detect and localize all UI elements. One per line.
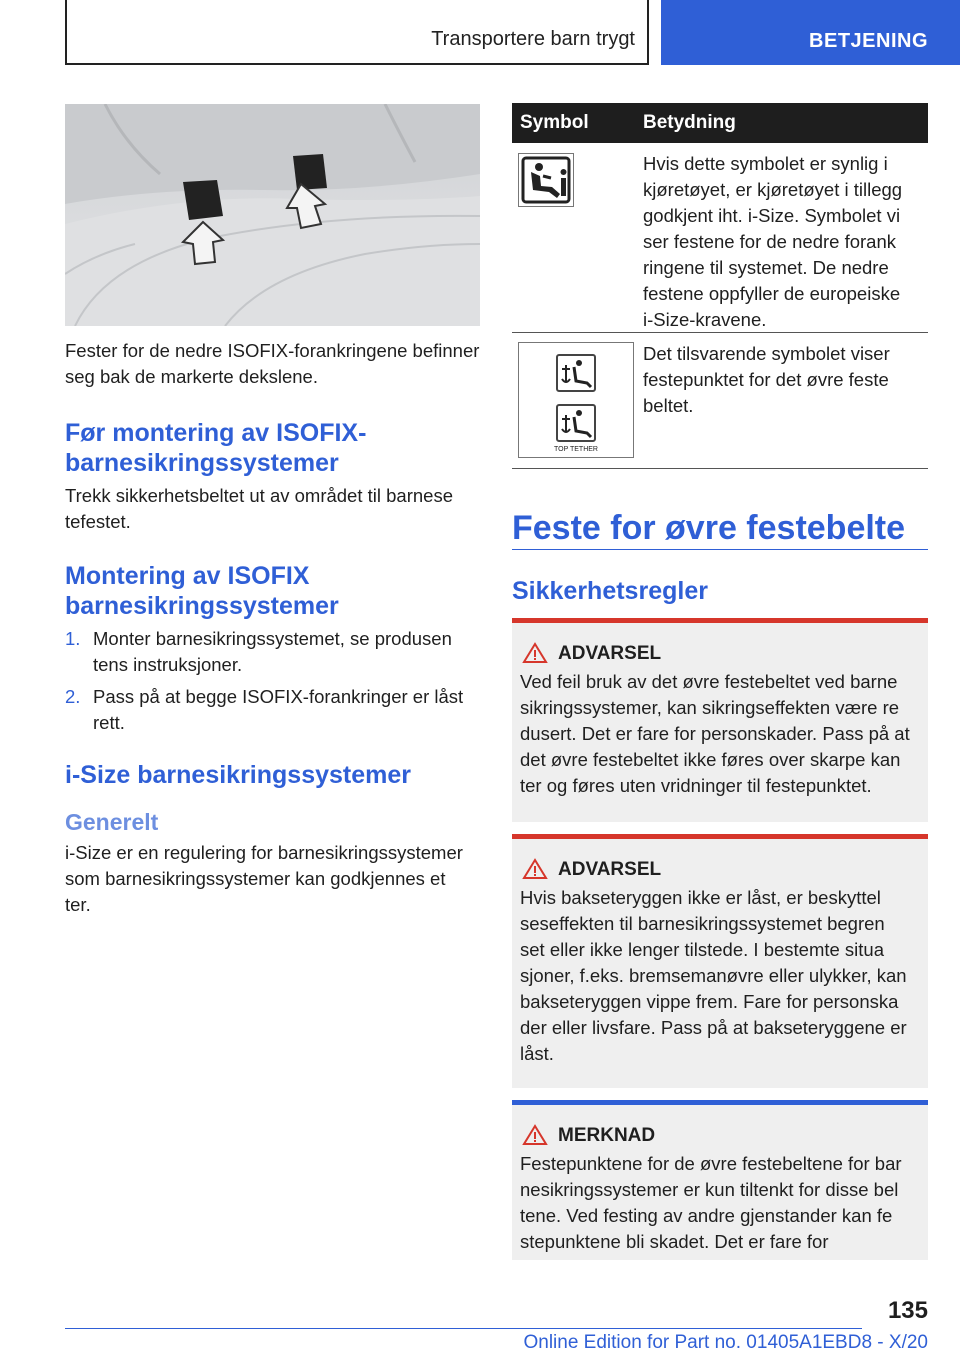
note-triangle-icon	[522, 1124, 548, 1146]
row2-line: beltet.	[643, 395, 694, 416]
warning-text	[512, 661, 928, 811]
step-item	[65, 626, 480, 678]
heading-upper-tether: Feste for øvre festebelte	[512, 509, 906, 547]
note-box	[512, 1100, 928, 1260]
warning-line: det øvre festebeltet ikke føres over skarpe kan	[520, 749, 901, 770]
table-row	[512, 333, 928, 469]
row1-line: i-Size-kravene.	[643, 309, 767, 330]
heading-underline	[512, 549, 928, 550]
table-row	[512, 143, 928, 333]
anchor-child-seat-icon	[557, 355, 595, 391]
warning-title: ADVARSEL	[558, 643, 662, 664]
warning-line: ter og føres uten vridninger til festepunktet.	[520, 775, 872, 796]
warning-line: sikringssystemer, kan sikringseffekten være re	[520, 697, 900, 718]
row2-line: Det tilsvarende symbolet viser	[643, 343, 890, 364]
heading-before-mounting-line2: barnesikringssystemer	[65, 449, 339, 477]
heading-mounting	[65, 561, 480, 621]
footer-edition: Online Edition for Part no. 01405A1EBD8 - X/20	[523, 1332, 928, 1353]
warning-triangle-icon	[522, 858, 548, 880]
col-meaning-header: Betydning	[643, 112, 736, 133]
chapter-tab-label: BETJENING	[809, 30, 928, 52]
heading-isize: i-Size barnesikringssystemer	[65, 761, 411, 789]
warning-header	[512, 623, 928, 664]
row1-line: Hvis dette symbolet er synlig i	[643, 153, 888, 174]
isize-child-seat-icon	[518, 153, 574, 207]
row1-line: ser festene for de nedre forank	[643, 231, 896, 252]
note-line: Festepunktene for de øvre festebeltene for bar	[520, 1153, 902, 1174]
step-text-line2: tens instruksjoner.	[93, 654, 243, 675]
row2-meaning	[643, 341, 928, 419]
top-tether-icons	[518, 342, 634, 458]
col-symbol-header: Symbol	[520, 112, 589, 133]
warning-line: Ved feil bruk av det øvre festebeltet ved barne	[520, 671, 898, 692]
image-caption: Fester for de nedre ISOFIX-forankringene befinner seg bak de markerte dekslene.	[65, 340, 480, 387]
warning-box	[512, 618, 928, 822]
warning-triangle-icon	[522, 642, 548, 664]
note-line: stepunktene bli skadet. Det er fare for	[520, 1231, 829, 1252]
mounting-steps	[65, 626, 480, 736]
footer-rule	[65, 1328, 862, 1329]
header-section-box	[65, 0, 649, 65]
note-title: MERKNAD	[558, 1125, 656, 1146]
heading-safety-rules: Sikkerhetsregler	[512, 577, 708, 605]
chapter-tab[interactable]	[661, 0, 960, 65]
warning-line: sjoner, f.eks. bremsemanøvre eller ulykker, kan	[520, 965, 907, 986]
heading-mounting-line1: Montering av ISOFIX	[65, 562, 310, 590]
warning-line: låst.	[520, 1043, 554, 1064]
row1-line: festene oppfyller de europeiske	[643, 283, 901, 304]
heading-before-mounting-line1: Før montering av ISOFIX-	[65, 419, 367, 447]
step-number: 2.	[65, 686, 81, 707]
warning-line: dusert. Det er fare for personskader. Pass på at	[520, 723, 910, 744]
step-item	[65, 684, 480, 736]
warning-text	[512, 877, 928, 1079]
general-text-line3: ter.	[65, 894, 91, 915]
row1-line: ringene til systemet. De nedre	[643, 257, 889, 278]
row1-line: kjøretøyet, er kjøretøyet i tillegg	[643, 179, 903, 200]
warning-line: Hvis bakseteryggen ikke er låst, er beskyttel	[520, 887, 881, 908]
step-text-line2: rett.	[93, 712, 125, 733]
section-title: Transportere barn trygt	[431, 28, 635, 50]
before-mounting-text-line2: tefestet.	[65, 511, 131, 532]
row1-meaning	[643, 151, 928, 333]
table-header	[512, 103, 928, 143]
warning-line: set eller ikke lenger tilstede. I bestemte situa	[520, 939, 885, 960]
top-tether-label: TOP TETHER	[554, 446, 598, 453]
row2-line: festepunktet for det øvre feste	[643, 369, 889, 390]
heading-general: Generelt	[65, 809, 159, 835]
top-tether-child-seat-icon	[557, 405, 595, 441]
step-text-line1: Pass på at begge ISOFIX-forankringer er låst	[93, 686, 464, 707]
left-column	[65, 338, 480, 918]
heading-before-mounting	[65, 418, 480, 478]
page-number: 135	[887, 1297, 928, 1324]
step-number: 1.	[65, 628, 81, 649]
isofix-seat-photo	[65, 104, 480, 326]
note-line: nesikringssystemer er kun tiltenkt for disse bel	[520, 1179, 899, 1200]
row1-line: godkjent iht. i-Size. Symbolet vi	[643, 205, 901, 226]
warning-line: der eller livsfare. Pass på at bakseteryggene er	[520, 1017, 907, 1038]
warning-line: bakseteryggen vippe frem. Fare for personska	[520, 991, 899, 1012]
note-line: tene. Ved festing av andre gjenstander kan fe	[520, 1205, 893, 1226]
symbol-table	[512, 103, 928, 469]
warning-box	[512, 834, 928, 1088]
warning-title: ADVARSEL	[558, 859, 662, 880]
before-mounting-text	[65, 483, 480, 535]
note-text	[512, 1143, 928, 1267]
general-text-line2: som barnesikringssystemer kan godkjennes et	[65, 868, 446, 889]
before-mounting-text-line1: Trekk sikkerhetsbeltet ut av området til barnese	[65, 485, 453, 506]
step-text-line1: Monter barnesikringssystemet, se produsen	[93, 628, 452, 649]
general-text-line1: i-Size er en regulering for barnesikringssystemer	[65, 842, 463, 863]
warning-line: seseffekten til barnesikringssystemet begren	[520, 913, 885, 934]
warning-header	[512, 839, 928, 880]
note-header	[512, 1105, 928, 1146]
heading-mounting-line2: barnesikringssystemer	[65, 592, 339, 620]
general-text	[65, 840, 480, 918]
